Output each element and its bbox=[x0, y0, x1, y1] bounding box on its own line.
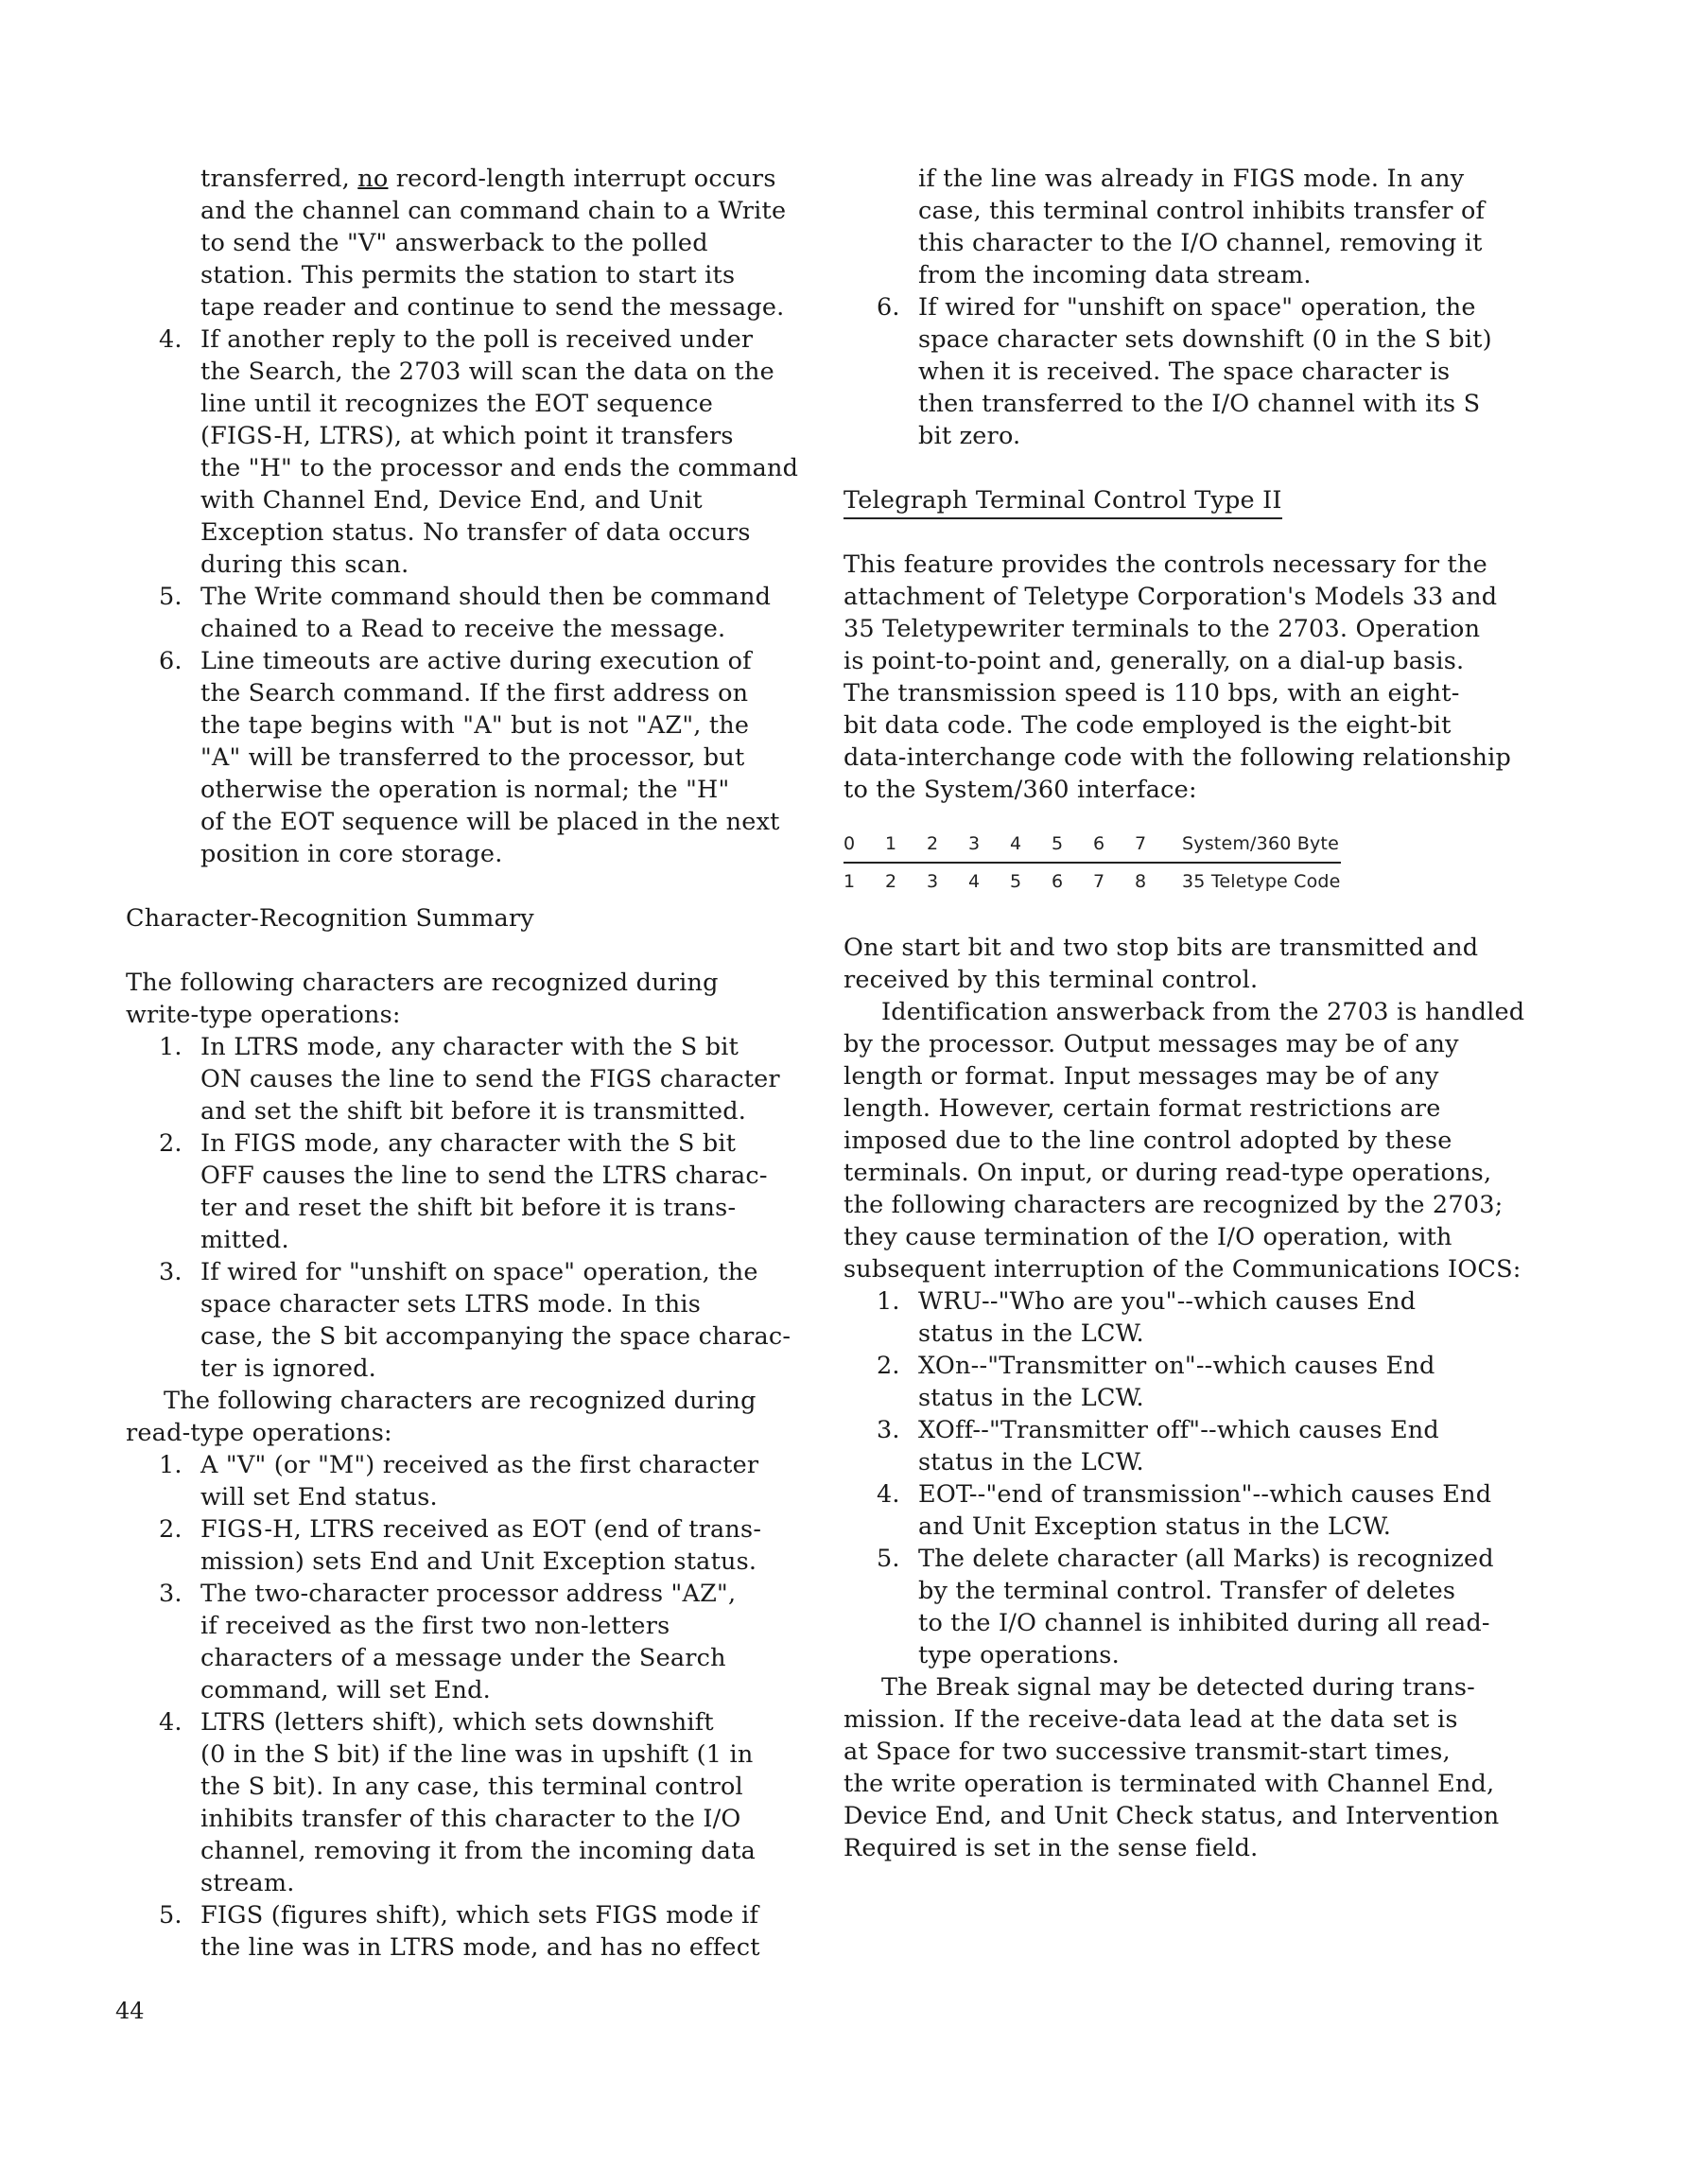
read-list bbox=[126, 1449, 807, 1964]
list-item: 1. WRU--"Who are you"--which causes End status in the LCW. bbox=[877, 1287, 1417, 1348]
list-number: 3. bbox=[877, 1416, 900, 1444]
code-mapping-table bbox=[844, 828, 1341, 900]
list-number: 1. bbox=[159, 1451, 183, 1479]
table-cell: 4 bbox=[1010, 828, 1052, 863]
table-cell: 5 bbox=[1010, 871, 1022, 892]
page-number: 44 bbox=[115, 1998, 145, 2024]
table-cell: 2 bbox=[885, 871, 897, 892]
list-number: 5. bbox=[159, 583, 183, 611]
list-item: 6. If wired for "unshift on space" operation, the space character sets downshift (0 in the S bit) when it is received. The space character is then transferred to the I/O channel with its S bit zero. bbox=[877, 293, 1492, 450]
table-cell: 0 bbox=[844, 828, 885, 863]
text-line: tape reader and continue to send the message. bbox=[200, 293, 785, 322]
list-item: 5. FIGS (figures shift), which sets FIGS mode if the line was in LTRS mode, and has no effect bbox=[159, 1901, 760, 1962]
termination-list bbox=[844, 1285, 1515, 1671]
list-item: 3. XOff--"Transmitter off"--which causes End status in the LCW. bbox=[877, 1416, 1439, 1476]
list-item: 1. A "V" (or "M") received as the first character will set End status. bbox=[159, 1451, 759, 1511]
section-heading-telegraph-type-ii: Telegraph Terminal Control Type II bbox=[844, 484, 1282, 519]
table-cell: 2 bbox=[927, 828, 968, 863]
list-item: 5. The delete character (all Marks) is recognized by the terminal control. Transfer of deletes to the I/O channel is inhibited during all read- type operations. bbox=[877, 1545, 1494, 1669]
list-item: 4. If another reply to the poll is received under the Search, the 2703 will scan the data on the line until it recognizes the EOT sequence (FIGS-H, LTRS), at which point it transfers the "H" to the processor and ends the command with Channel End, Device End, and Unit Exception status. No transfer of data occurs during this scan. bbox=[159, 325, 799, 579]
list-number: 5. bbox=[159, 1901, 183, 1930]
write-list bbox=[126, 1031, 807, 1385]
continuation-item-3 bbox=[126, 163, 807, 323]
continuation-item-5: if the line was already in FIGS mode. In any case, this terminal control inhibits transfer of this character to the I/O channel, removing it from the incoming data stream. bbox=[918, 165, 1486, 289]
list-item: 2. FIGS-H, LTRS received as EOT (end of trans- mission) sets End and Unit Exception status. bbox=[159, 1515, 762, 1576]
table-cell: 6 bbox=[1093, 828, 1135, 863]
right-column bbox=[844, 163, 1525, 1864]
list-number: 6. bbox=[159, 647, 183, 675]
list-number: 2. bbox=[159, 1515, 183, 1544]
list-item: 1. In LTRS mode, any character with the S bit ON causes the line to send the FIGS character and set the shift bit before it is transmitted. bbox=[159, 1033, 780, 1126]
list-number: 2. bbox=[159, 1129, 183, 1158]
table-cell: 3 bbox=[927, 871, 939, 892]
table-cell: 6 bbox=[1052, 871, 1064, 892]
stop-bits-paragraph: One start bit and two stop bits are transmitted and received by this terminal control. bbox=[844, 934, 1479, 994]
row-label: System/360 Byte bbox=[1176, 828, 1341, 863]
list-number: 1. bbox=[877, 1287, 900, 1316]
table-cell: 7 bbox=[1093, 871, 1105, 892]
list-item: 4. EOT--"end of transmission"--which causes End and Unit Exception status in the LCW. bbox=[877, 1480, 1492, 1541]
table-row-system360 bbox=[844, 828, 1341, 863]
list-number: 3. bbox=[159, 1580, 183, 1608]
answerback-paragraph: Identification answerback from the 2703 is handled by the processor. Output messages may be of any length or format. Input messages may be of any length. However, certain format restrictions are imposed due to the line control adopted by these terminals. On input, or during read-type operations, the following characters are recognized by the 2703; they cause termination of the I/O operation, with subsequent interruption of the Communications IOCS: bbox=[844, 998, 1525, 1284]
left-column bbox=[126, 163, 807, 1964]
list-number: 1. bbox=[159, 1033, 183, 1061]
text-line: transferred, no record-length interrupt occurs bbox=[200, 165, 776, 193]
search-list bbox=[126, 323, 807, 870]
list-number: 5. bbox=[877, 1545, 900, 1573]
table-cell: 1 bbox=[885, 828, 927, 863]
text-line: station. This permits the station to start its bbox=[200, 261, 736, 289]
text-line: to send the "V" answerback to the polled bbox=[200, 229, 708, 257]
list-item: 3. The two-character processor address "AZ", if received as the first two non-letters characters of a message under the Search command, will set End. bbox=[159, 1580, 737, 1704]
emphasis-no: no bbox=[357, 165, 389, 193]
list-item: 2. In FIGS mode, any character with the S bit OFF causes the line to send the LTRS charac- ter and reset the shift bit before it is trans- mitted. bbox=[159, 1129, 768, 1254]
intro-paragraph: This feature provides the controls necessary for the attachment of Teletype Corporation's Models 33 and 35 Teletypewriter terminals to the 2703. Operation is point-to-point and, generally, on a dial-up basis. The transmission speed is 110 bps, with an eight- bit data code. The code employed is the eight-bit data-interchange code with the following relationship to the System/360 interface: bbox=[844, 550, 1512, 804]
table-cell: 3 bbox=[968, 828, 1010, 863]
row-label: 35 Teletype Code bbox=[1182, 871, 1341, 892]
list-item: 4. LTRS (letters shift), which sets downshift (0 in the S bit) if the line was in upshift (1 in the S bit). In any case, this terminal control inhibits transfer of this character to the I/O channel, removing it from the incoming data stream. bbox=[159, 1708, 757, 1897]
table-cell: 8 bbox=[1135, 871, 1147, 892]
write-intro: The following characters are recognized during write-type operations: bbox=[126, 969, 719, 1029]
list-item: 5. The Write command should then be command chained to a Read to receive the message. bbox=[159, 583, 772, 643]
table-cell: 4 bbox=[968, 871, 981, 892]
list-number: 3. bbox=[159, 1258, 183, 1286]
list-number: 4. bbox=[159, 1708, 183, 1737]
list-number: 2. bbox=[877, 1352, 900, 1380]
table-cell: 5 bbox=[1052, 828, 1093, 863]
list-item: 3. If wired for "unshift on space" operation, the space character sets LTRS mode. In this case, the S bit accompanying the space charac- ter is ignored. bbox=[159, 1258, 791, 1383]
table-cell: 1 bbox=[844, 871, 856, 892]
list-number: 4. bbox=[159, 325, 183, 354]
break-paragraph: The Break signal may be detected during trans- mission. If the receive-data lead at the data set is at Space for two successive transmit-start times, the write operation is terminated with Channel End, Device End, and Unit Check status, and Intervention Required is set in the sense field. bbox=[844, 1673, 1500, 1862]
table-cell: 7 bbox=[1135, 828, 1176, 863]
list-item: 6. Line timeouts are active during execution of the Search command. If the first address on the tape begins with "A" but is not "AZ", the "A" will be transferred to the processor, but otherwise the operation is normal; the "H" of the EOT sequence will be placed in the next position in core storage. bbox=[159, 647, 780, 868]
list-number: 4. bbox=[877, 1480, 900, 1509]
text-line: and the channel can command chain to a Write bbox=[200, 197, 787, 225]
list-number: 6. bbox=[877, 293, 900, 322]
table-row-teletype bbox=[844, 863, 1341, 900]
list-item: 2. XOn--"Transmitter on"--which causes End status in the LCW. bbox=[877, 1352, 1435, 1412]
read-intro: The following characters are recognized during read-type operations: bbox=[126, 1387, 757, 1447]
section-heading-character-recognition: Character-Recognition Summary bbox=[126, 904, 534, 933]
